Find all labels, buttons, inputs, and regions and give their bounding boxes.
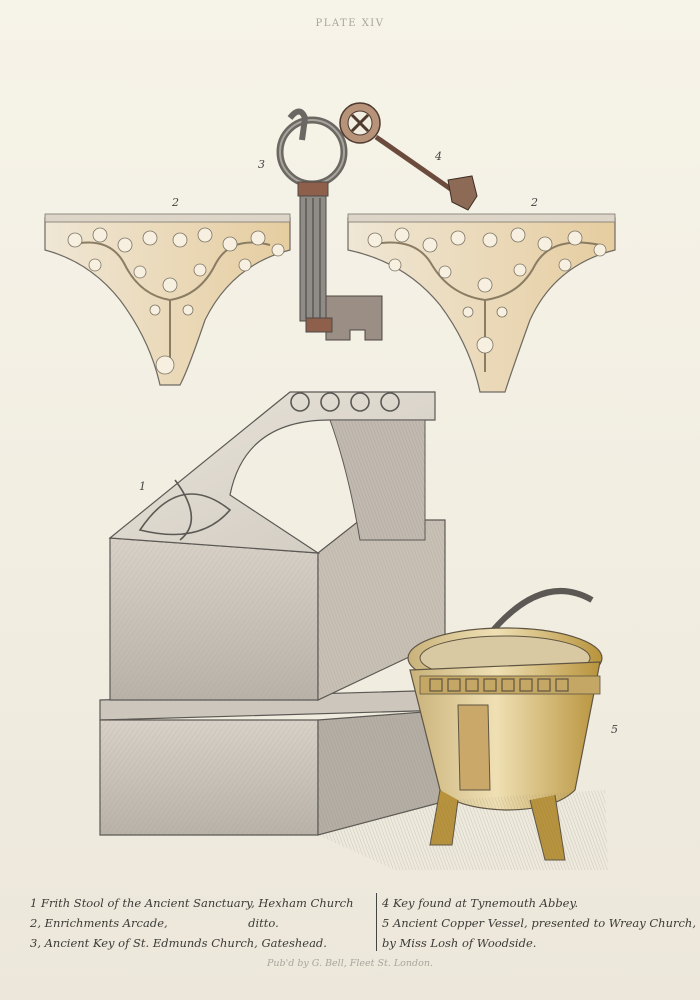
caption-divider (376, 893, 377, 951)
caption-right (382, 893, 696, 953)
caption-line-4: 4 Key found at Tynemouth Abbey. (382, 896, 579, 910)
caption-line-6: by Miss Losh of Woodside. (382, 936, 537, 950)
frith-stool (100, 392, 450, 835)
figure-number-vessel: 5 (611, 723, 618, 736)
caption-line-2: 2, Enrichments Arcade, ditto. (30, 916, 279, 930)
key-tynemouth-abbey (340, 103, 477, 210)
figure-number-arcade-right: 2 (531, 196, 538, 209)
caption-line-5: 5 Ancient Copper Vessel, presented to Wreay Church, (382, 916, 696, 930)
figure-number-stool: 1 (139, 480, 146, 493)
caption-left (30, 893, 353, 953)
publisher-line: Pub'd by G. Bell, Fleet St. London. (267, 958, 433, 969)
figure-number-key-left: 3 (258, 158, 265, 171)
figure-number-key-right: 4 (435, 150, 442, 163)
caption-line-1: 1 Frith Stool of the Ancient Sanctuary, Hexham Church (30, 896, 354, 910)
arcade-enrichment-right (348, 214, 615, 392)
arcade-enrichment-left (45, 214, 290, 385)
caption-line-3: 3, Ancient Key of St. Edmunds Church, Gateshead. (30, 936, 327, 950)
plate-title: PLATE XIV (315, 18, 385, 29)
figure-number-arcade-left: 2 (172, 196, 179, 209)
